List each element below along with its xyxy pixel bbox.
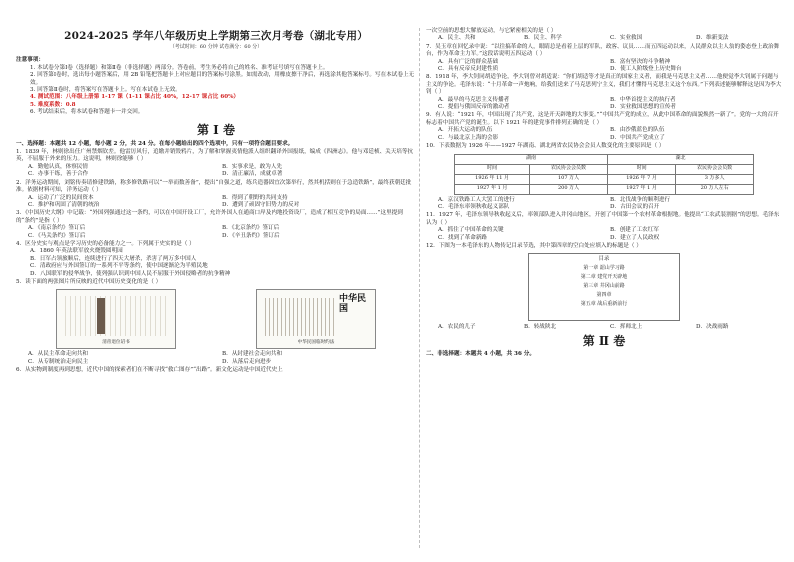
toc-item: 第五章 战后重新前行 [580,301,628,308]
question-8-options [426,97,782,104]
question-5-options [16,351,416,358]
question-12-options [426,324,782,331]
option-a[interactable]: A．京汉铁路工人大罢工的进行 [438,196,515,203]
table-cell: 1926 年 11 月 [455,174,530,184]
table-header-hunan: 湖南 [455,154,608,164]
option-a[interactable]: A．民主、共和 [438,35,476,42]
option-b[interactable]: B．转战陕北 [524,324,557,331]
option-c[interactable]: C．实业救国 [610,35,643,42]
question-5-images [16,289,416,349]
table-header-hubei: 湖北 [607,154,753,164]
option-c[interactable]: C．推护和巩固了清朝的统治 [28,201,100,208]
question-2-options [16,195,416,202]
option-b[interactable]: B．创建了工农红军 [610,227,659,234]
section-two-instructions: 二、非选择题：本题共 4 小题，共 36 分。 [426,350,535,357]
question-12: 12．下图为一本毛泽东的人物传记目录节选，其中第四章的空白处应填入的标题是（ ） [426,242,642,249]
option-c[interactable]: C．提倡与俄国反帝的激动者 [438,104,510,111]
option-d[interactable]: D．古田会议的召开 [610,203,660,210]
question-2-options [16,202,416,209]
option-b[interactable]: B．中华首提主义的执行者 [610,96,676,103]
question-7: 7．吴玉章在回忆录中说：“以往搞革命的人，眼睛总是看着上层的军队，政客、议员……而五四运动以来，人民群众以主人翁的姿态登上政治舞台，作为革命主力军。”这段话说明五四运动（ ） [426,43,780,58]
toc-heading: 目录 [598,256,610,263]
option-c[interactable]: C．挥师北上 [610,324,643,331]
notice-item-difficulty: 5. 难度系数：0.8 [30,101,76,108]
option-a[interactable]: A．抓住了中国革命的关键 [438,227,504,234]
table-col-time: 时间 [455,164,530,174]
document-text-texture [265,298,335,336]
exam-title: 2024-2025 学年八年级历史上学期第三次月考卷（湖北专用） [64,30,368,42]
option-b[interactable]: B．得到了朝野的共同支持 [222,194,288,201]
question-3-options [16,233,416,240]
question-10: 10．下表数据为 1926 年——1927 年湖南、湖北两省农民协会会员人数变化的主要原因是（ ） [426,143,665,150]
option-d[interactable]: D．清正廉洁，成就卓著 [222,171,283,178]
farmer-association-table [454,154,754,195]
option-a[interactable]: A．《南京条约》签订后 [28,225,86,232]
option-d[interactable]: D．中国共产党成立了 [610,134,665,141]
option-c[interactable]: C．《马关条约》签订后 [28,232,86,239]
question-3-options [16,225,416,232]
option-a[interactable]: A．从民主革命走向共和 [28,351,88,358]
question-11: 11．1927 年，毛泽东领导秋收起义后，率领部队进入井冈山地区，开创了中国第一个农村革命根据地。他提出“工农武装割据”的思想。毛泽东认为（ ） [426,212,780,226]
option-a[interactable]: A．具有广泛的群众基础 [438,58,498,65]
question-9-options [426,135,782,142]
question-3: 3．《中国历史大纲》中记载：“外国列强通过这一条约，可以在中国开设工厂，允许外国人在通商口岸及内地投资设厂，造成了相互竞争的局面……”这里提到的“条约”是指（ ） [16,210,403,224]
question-9-options [426,127,782,134]
notice-heading: 注意事项： [16,57,44,64]
option-b[interactable]: B．日军占领旅顺后，连续进行了四天大屠杀，杀害了两万多中国人 [30,255,197,262]
toc-item: 第三章 井冈山前路 [583,283,625,290]
notice-item: 1. 本试卷分第Ⅰ卷（选择题）和第Ⅱ卷（非选择题）两部分。答卷前，考生务必将自己的姓名、准考证号填写在答题卡上。 [30,64,329,71]
option-b[interactable]: B．从封建社会走向共和 [222,351,283,358]
option-d[interactable]: D．实业救国思想的宣传者 [610,104,677,111]
table-row [455,184,754,194]
part-two-heading: 第 Ⅱ 卷 [582,333,626,348]
section-one-instructions: 一、选择题：本题共 12 小题，每小题 2 分，共 24 分。在每小题给出的四个选项中，只有一项符合题目要求。 [16,140,294,147]
left-column [16,30,416,375]
option-a[interactable]: A．勤勉认真，体察民情 [28,163,88,170]
question-11-options [426,227,782,234]
question-8-options [426,104,782,111]
seal-mark [97,298,105,334]
image-caption: 中华民国临时约法 [297,339,335,345]
image-caption: 清帝退位诏书 [102,339,130,345]
question-1: 1．1839 年，林则徐出任广州禁烟钦差。他雷厉风行，追缴并销毁鸦片，为了解和掌握夷情他派人组织翻译外国报纸，编成《四洲志》。他与邓廷桢、关天培等抗英，不屈服于外来的压力。这说明，林则徐能够（ ） [16,149,414,163]
option-c[interactable]: C．与最北京上海的会影 [438,134,499,141]
toc-item: 第四章 [596,292,612,299]
column-divider [419,28,420,548]
question-6: 6．从实物到制度再到思想，近代中国的探索者们在不断寻找“救亡图存”“出路”。新文化运动是中国近代史上 [16,367,283,374]
biography-toc-box [528,253,680,321]
option-c[interactable]: C．毛泽东率领秋收起义部队 [438,203,510,210]
option-d[interactable]: D．维新变法 [696,35,729,42]
question-5: 5．读下面的两张图片所反映的近代中国历史变化的是（ ） [16,278,162,285]
table-cell: 200 万人 [530,184,608,194]
table-cell: 107 万人 [530,174,608,184]
option-c[interactable]: C．找到了革命新路 [438,234,488,241]
option-d[interactable]: D．八国联军的侵华战争，使列强认识到中国人民不屈服于外国侵略者的抗争精神 [30,270,231,277]
option-b[interactable]: B．《北京条约》签订后 [222,225,280,232]
question-8: 8．1918 年，李大钊同胡适争论，李大钊曾对胡适说：“你们胡适等才是真正的国家主义者，而我是马克思主义者……他便觉李大钊属于问题与主义的争论。毛泽东说：“十月革命一声炮响，给我们送来了马克思列宁主义，我们才懂得马克思主义这个东西。”下列表述能够解释这是因为李大钊（ ） [426,74,782,96]
question-10-options [426,197,782,204]
question-2: 2．洋务运动期间，刘铭传奏请修建铁路，称多修铁路可以“一举而数善备”，提出“自强之道，练兵造器固宜次第举行，然其机括则在于急造铁路”，最终获朝廷批准。依据材料可知，洋务运动（ ） [16,179,412,194]
exam-subtitle: （考试时间：60 分钟 试卷满分：60 分） [169,44,263,50]
notice-item: 6. 考试结束后，将本试卷和答题卡一并交回。 [30,109,144,116]
option-b[interactable]: B．北伐战争的顺利进行 [610,196,671,203]
question-4: 4．区分史实与观点是学习历史的必备能力之一。下列属于史实的是（ ） [16,240,195,247]
option-b[interactable]: B．由沙俄蓝色的队伍 [610,127,665,134]
option-c[interactable]: C．从专制统治走向民主 [28,358,89,365]
question-1-options [16,171,416,178]
question-9: 9．有人说：“1921 年，中国出现了共产党，这是开天辟地的大事变。”“中国共产党的成立，从此中国革命的面貌焕然一新了”。党的一大的召开标志着中国共产党的诞生。以下 1921 年的建党事件排列正确的是（ ） [426,112,779,126]
right-column [426,28,782,358]
option-b[interactable]: B．民主、科学 [524,35,562,42]
question-11-options [426,235,782,242]
question-6-options [426,35,782,42]
question-10-options [426,204,782,211]
toc-item: 第二章 建党开天辟地 [580,274,628,281]
table-header-row [455,154,754,164]
table-cell: 1927 年 1 月 [607,184,675,194]
notice-item: 2. 回答第Ⅰ卷时，选出每小题答案后，用 2B 铅笔把答题卡上对应题目的答案标号涂黑。如需改动，用橡皮擦干净后，再选涂其他答案标号。写在本试卷上无效。 [30,72,415,86]
option-a[interactable]: A．农民的儿子 [438,324,476,331]
document-text-texture [65,296,167,336]
table-cell: 1926 年 7 月 [607,174,675,184]
option-d[interactable]: D．建立了人民政权 [610,234,660,241]
abdication-edict-image [56,289,176,349]
question-5-options [16,359,416,366]
table-col-num: 农民协会会员数 [530,164,608,174]
newspaper-masthead: 中华民国 [339,294,367,315]
table-col-num: 农民协会会员数 [676,164,754,174]
provisional-constitution-image [256,289,376,349]
option-b[interactable]: B．富有坚决的斗争精神 [610,58,671,65]
option-c[interactable]: C．清政府应与外国签订的一系列不平等条约，使中国逐渐沦为半殖民地 [30,263,208,270]
option-a[interactable]: A．运动了广泛的民间资本 [28,194,94,201]
table-cell: 1927 年 1 月 [455,184,530,194]
notice-item: 3. 回答第Ⅱ卷时，将答案写在答题卡上。写在本试卷上无效。 [30,87,181,94]
option-d[interactable]: D．《辛丑条约》签订后 [222,232,280,239]
option-a[interactable]: A．最早的马克思主义传播者 [438,96,510,103]
option-d[interactable]: D．从落后走向进步 [222,358,272,365]
part-one-heading: 第 Ⅰ 卷 [197,122,235,137]
table-cell: 20 万人左右 [676,184,754,194]
option-d[interactable]: D．使工人阶级登上历史舞台 [610,66,682,73]
option-c[interactable]: C．办事干练，善于合作 [28,171,89,178]
toc-item: 第一章 韶山学习路 [583,265,625,272]
question-7-options [426,66,782,73]
question-6-continued: 一次空前的思想大解放运动，与它紧密相关的是（ ） [426,28,557,34]
table-col-time: 时间 [607,164,675,174]
question-7-options [426,59,782,66]
option-b[interactable]: B．实事求是，敢为人先 [222,163,283,170]
option-c[interactable]: C．具有反帝反封建性质 [438,66,499,73]
table-row [455,174,754,184]
option-d[interactable]: D．遭到了顽固守旧势力的反对 [222,201,300,208]
table-subheader-row [455,164,754,174]
option-a[interactable]: A．1860 年英法联军放火烧毁圆明园 [30,248,123,255]
table-cell: 3 万多人 [676,174,754,184]
notice-item-scope: 4. 测试范围：八年级上册第 1-17 课（1-11 课占比 40%，12-17 课占比 60%） [30,94,240,101]
option-d[interactable]: D．决战雨路 [696,324,729,331]
option-a[interactable]: A．开拓大运动的队伍 [438,127,493,134]
